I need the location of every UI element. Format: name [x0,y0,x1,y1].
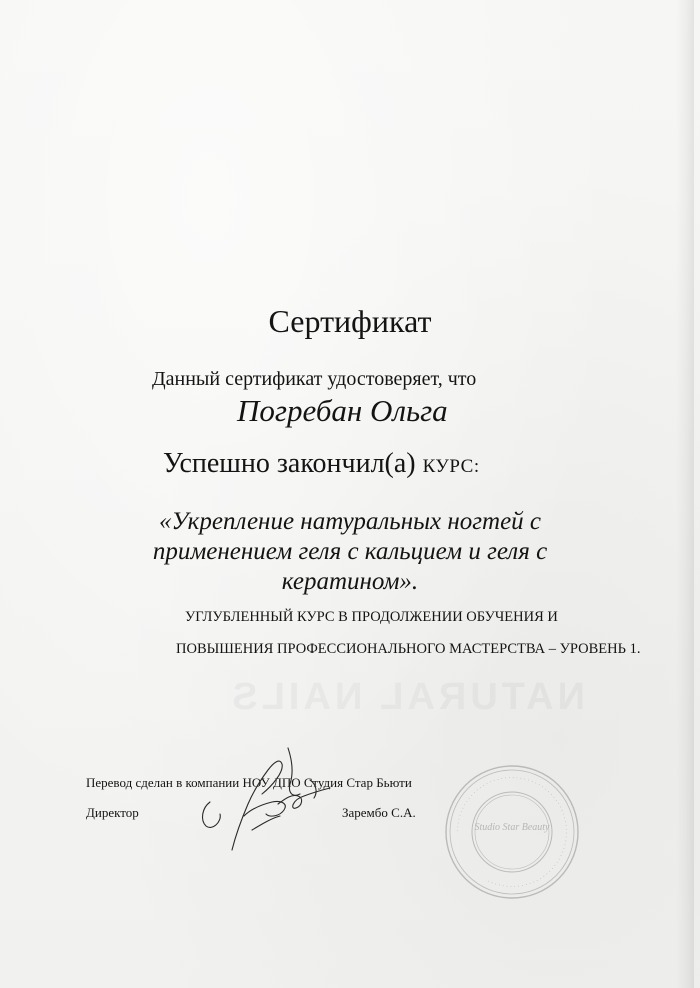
svg-text:······························: ········································································· [452,772,572,892]
completion-statement [163,448,480,480]
course-description-line: ПОВЫШЕНИЯ ПРОФЕССИОНАЛЬНОГО МАСТЕРСТВА – УРОВЕНЬ 1. [176,641,641,657]
paper-fold-shadow [676,0,694,988]
course-description-line: УГЛУБЛЕННЫЙ КУРС В ПРОДОЛЖЕНИИ ОБУЧЕНИЯ И [185,609,558,625]
company-stamp [442,762,582,902]
course-label: КУРС: [422,456,480,477]
director-label: Директор [86,805,139,820]
completion-text: Успешно закончил(а) [163,448,416,479]
bleed-through-watermark: NATURAL NAILS [228,676,585,718]
recipient-name: Погребан Ольга [237,393,448,428]
certificate-intro: Данный сертификат удостоверяет, что [152,368,477,390]
handwritten-signature [192,738,342,856]
stamp-center-text: Studio Star Beauty [474,822,550,833]
certificate-title: Сертификат [268,303,432,339]
course-title-line: «Укрепление натуральных ногтей с [158,508,542,535]
course-title [110,507,590,597]
director-name: Зарембо С.А. [342,805,416,820]
course-title-line: кератином». [281,568,419,595]
course-title-line: применением геля с кальцием и геля с [152,538,548,565]
translation-note: Перевод сделан в компании НОУ ДПО Студия Стар Бьюти [86,775,412,790]
